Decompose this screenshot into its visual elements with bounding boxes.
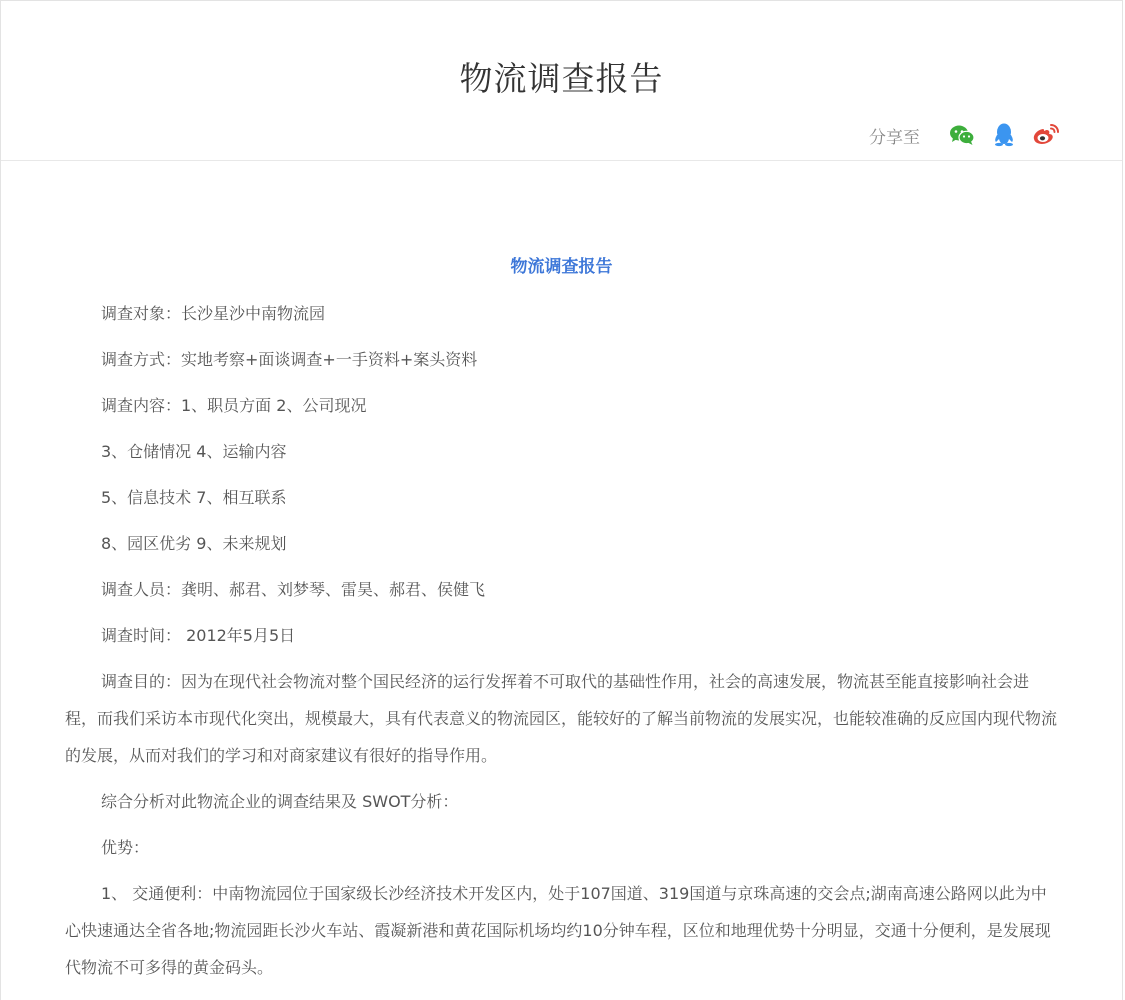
paragraph: 综合分析对此物流企业的调查结果及 SWOT分析： <box>101 792 459 811</box>
paragraph: 调查目的：因为在现代社会物流对整个国民经济的运行发挥着不可取代的基础性作用，社会的高速发展，物流甚至能直接影响社会进程，而我们采访本市现代化突出，规模最大，具有代表意义的物流园区，能较好的了解当前物流的发展实况，也能较准确的反应国内现代物流的发展，从而对我们的学习和对商家建议有很好的指导作用。 <box>65 672 1058 765</box>
paragraph: 调查方式：实地考察+面谈调查+一手资料+案头资料 <box>101 350 478 369</box>
share-bar <box>869 121 1060 149</box>
paragraph: 1、 交通便利：中南物流园位于国家级长沙经济技术开发区内，处于107国道、319国道与京珠高速的交会点;湖南高速公路网以此为中心快速通达全省各地;物流园距长沙火车站、霞凝新港和黄花国际机场均约10分钟车程，区位和地理优势十分明显，交通十分便利，是发展现代物流不可多得的黄金码头。 <box>65 884 1051 977</box>
paragraph: 调查对象：长沙星沙中南物流园 <box>101 304 326 323</box>
document-body <box>1 255 1122 986</box>
page-title: 物流调查报告 <box>459 59 664 98</box>
paragraph: 8、园区优劣 9、未来规划 <box>101 534 287 553</box>
paragraph: 5、信息技术 7、相互联系 <box>101 488 287 507</box>
paragraph: 优势： <box>101 838 150 857</box>
qq-icon[interactable] <box>990 121 1018 149</box>
content-title: 物流调查报告 <box>510 257 613 277</box>
document-header <box>1 1 1122 161</box>
share-label: 分享至 <box>869 127 920 148</box>
paragraph: 调查时间： 2012年5月5日 <box>101 626 296 645</box>
paragraph: 3、仓储情况 4、运输内容 <box>101 442 287 461</box>
paragraph: 调查人员：龚明、郝君、刘梦琴、雷昊、郝君、侯健飞 <box>101 580 486 599</box>
weibo-icon[interactable] <box>1032 121 1060 149</box>
paragraph: 调查内容：1、职员方面 2、公司现况 <box>101 396 367 415</box>
wechat-icon[interactable] <box>948 121 976 149</box>
